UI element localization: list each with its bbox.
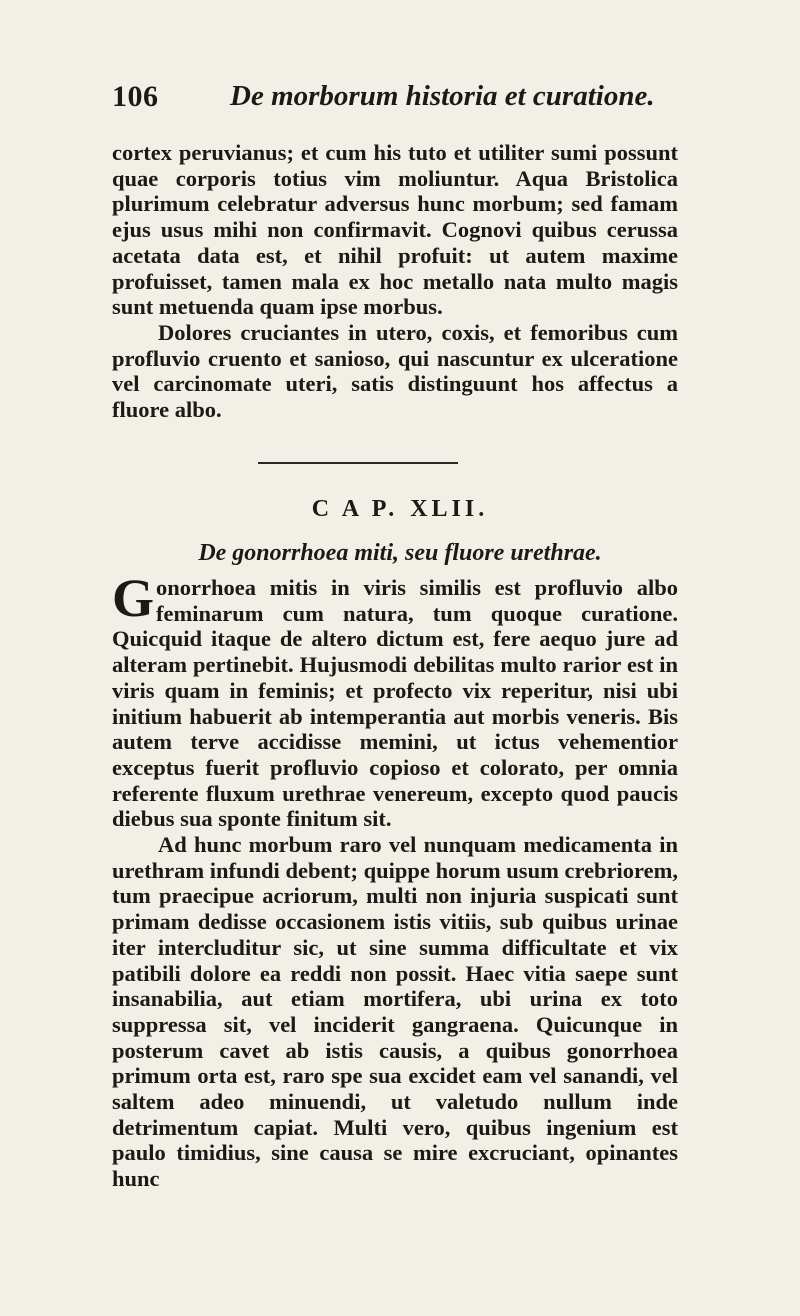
drop-cap: G (112, 568, 155, 628)
text-block-top (112, 140, 678, 423)
paragraph-gonorrhoea-text: onorrhoea mitis in viris similis est profluvio albo feminarum cum natura, tum quoque curatione. Quicquid itaque de altero dictum est, fere aequo jure ad alteram pertinebit. Hujusmodi debilitas multo rarior est in viris quam in feminis; et profecto vix reperitur, nisi ubi initium habuerit ab intemperantia aut morbis veneris. Bis autem terve accidisse memini, ut ictus vehementior exceptus fuerit profluvio copioso et colorato, per omnia referente fluxum urethrae venereum, excepto quod paucis diebus sua sponte finitum sit. (112, 575, 678, 832)
chapter-number: XLII. (410, 496, 489, 522)
chapter-label: C A P. (311, 496, 399, 522)
paragraph-ad-hunc: Ad hunc morbum raro vel nunquam medicamenta in urethram infundi debent; quippe horum usum crebriorem, tum praecipue acriorum, multi non injuria suspicati sunt primam dedisse occasionem istis vitiis, sub quibus urinae iter intercluditur sic, ut sine summa difficultate et vix patibili dolore ea reddi non possit. Haec vitia saepe sunt insanabilia, aut etiam mortifera, ubi urina ex toto suppressa sit, vel inciderit gangraena. Quicunque in posterum cavet ab istis causis, a quibus gonorrhoea primum orta est, raro spe sua excidet eam vel sanandi, vel saltem adeo minuendi, ut valetudo nullum inde detrimentum capiat. Multi vero, quibus ingenium est paulo timidius, sine causa se mire excruciant, opinantes hunc (112, 832, 678, 1192)
page-number: 106 (112, 80, 159, 113)
paragraph-dolores: Dolores cruciantes in utero, coxis, et femoribus cum profluvio cruento et sanioso, qui nascuntur ex ulceratione vel carcinomate uteri, satis distinguunt hos affectus a fluore albo. (112, 319, 678, 423)
text-block-chapter (112, 568, 678, 1192)
chapter-subtitle: De gonorrhoea miti, seu fluore urethrae. (198, 540, 602, 566)
page-header (112, 80, 712, 120)
chapter-heading (0, 496, 800, 523)
section-divider (258, 462, 458, 464)
paragraph-cortex: cortex peruvianus; et cum his tuto et utiliter sumi possunt quae corporis totius vim moliuntur. Aqua Bristolica plurimum celebratur adversus hunc morbum; sed famam ejus usus mihi non confirmavit. Cognovi quibus cerussa acetata data est, et nihil profuit: ut autem maxime profuisset, tamen mala ex hoc metallo nata multo magis sunt metuenda quam ipse morbus. (112, 140, 678, 320)
running-title: De morborum historia et curatione. (230, 80, 655, 112)
paragraph-gonorrhoea (112, 568, 678, 832)
